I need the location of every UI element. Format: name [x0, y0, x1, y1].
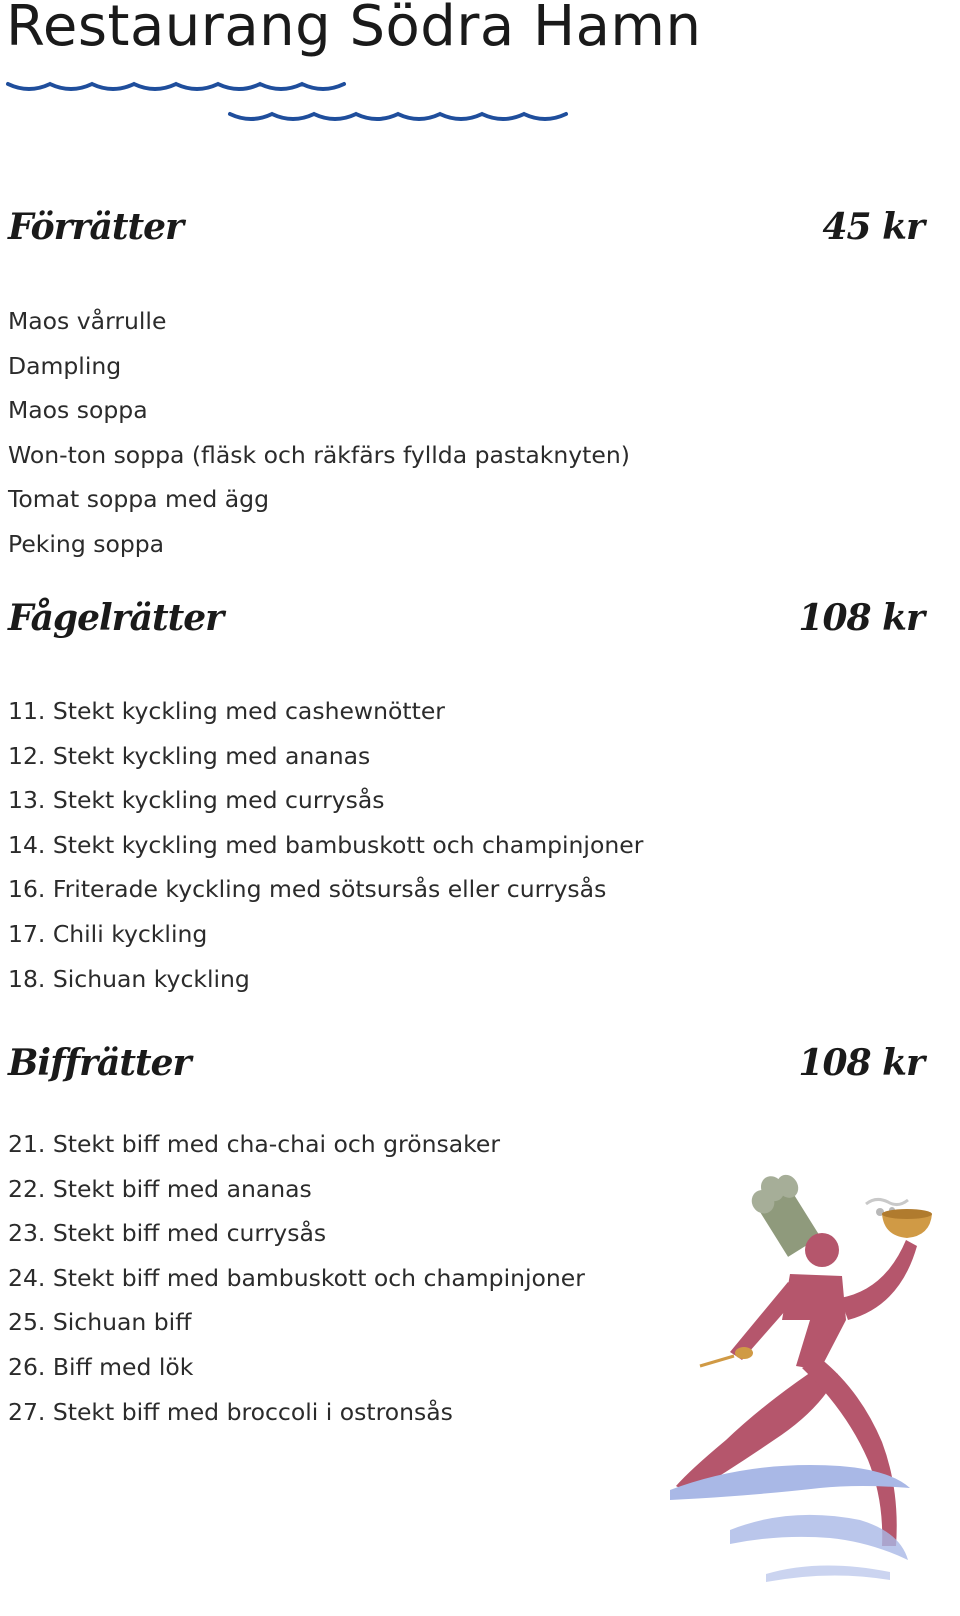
menu-item: 26. Biff med lök [8, 1352, 194, 1381]
menu-item: Maos soppa [8, 396, 148, 425]
menu-item: 22. Stekt biff med ananas [8, 1174, 312, 1203]
wave-line-bottom [230, 114, 566, 119]
menu-item: 27. Stekt biff med broccoli i ostronsås [8, 1397, 453, 1426]
menu-item: 23. Stekt biff med currysås [8, 1219, 327, 1248]
section-price-forratter: 45 kr [822, 206, 924, 248]
section-title-fagelratter: Fågelrätter [8, 597, 224, 639]
menu-item: Dampling [8, 351, 122, 380]
menu-item: Maos vårrulle [8, 307, 167, 335]
section-price-biffratter: 108 kr [798, 1042, 924, 1084]
menu-item: 16. Friterade kyckling med sötsursås eller currysås [8, 875, 607, 904]
menu-item: 17. Chili kyckling [8, 919, 208, 948]
menu-item: 18. Sichuan kyckling [8, 964, 250, 993]
menu-item: Won-ton soppa (fläsk och räkfärs fyllda pastaknyten) [8, 440, 630, 469]
menu-list-fagelratter [8, 696, 643, 1008]
menu-item: 25. Sichuan biff [8, 1308, 192, 1337]
steam-icon [866, 1199, 908, 1204]
chef-illustration [670, 1170, 940, 1610]
chef-head [805, 1233, 839, 1267]
menu-item: 13. Stekt kyckling med currysås [8, 786, 385, 815]
spoon-icon [700, 1356, 734, 1366]
menu-item: Tomat soppa med ägg [8, 485, 270, 514]
restaurant-title: Restaurang Södra Hamn [6, 0, 702, 59]
section-price-fagelratter: 108 kr [798, 597, 924, 639]
menu-item: 11. Stekt kyckling med cashewnötter [8, 697, 445, 725]
menu-item: 14. Stekt kyckling med bambuskott och champinjoner [8, 830, 644, 859]
menu-item: 12. Stekt kyckling med ananas [8, 741, 371, 770]
menu-item: Peking soppa [8, 529, 165, 558]
menu-item: 24. Stekt biff med bambuskott och champinjoner [8, 1263, 585, 1292]
menu-list-forratter [8, 306, 630, 574]
section-title-biffratter: Biffrätter [8, 1042, 191, 1084]
wave-line-top [8, 84, 344, 89]
section-title-forratter: Förrätter [8, 206, 183, 248]
menu-item: 21. Stekt biff med cha-chai och grönsaker [8, 1130, 501, 1158]
menu-list-biffratter [8, 1129, 585, 1441]
waves-decoration [0, 70, 600, 126]
